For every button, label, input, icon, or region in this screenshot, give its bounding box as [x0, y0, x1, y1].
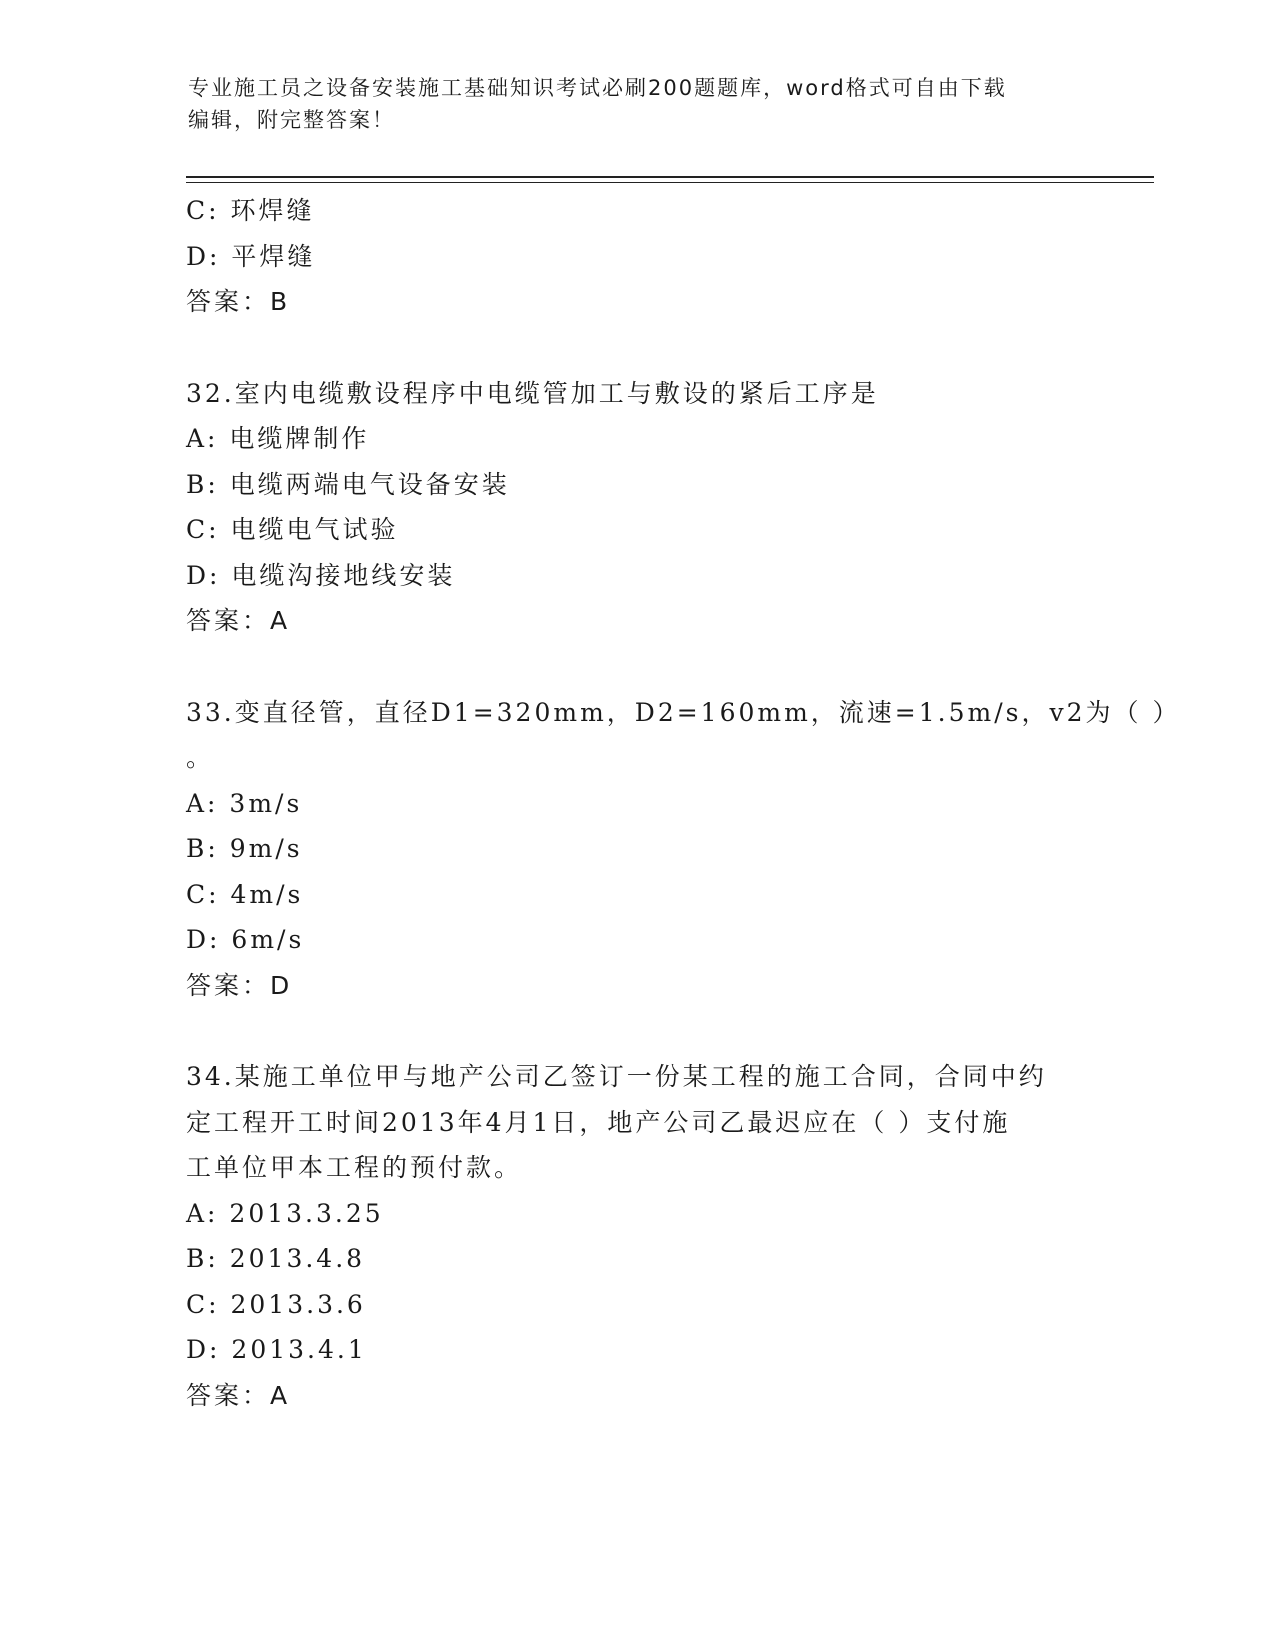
option-b: B: 2013.4.8: [186, 1244, 366, 1273]
option-c: C: 电缆电气试验: [186, 515, 399, 544]
option-a: A: 2013.3.25: [186, 1198, 384, 1228]
option-d: D: 电缆沟接地线安装: [186, 560, 456, 590]
continued-question: [186, 188, 1086, 325]
question-34: [186, 1054, 1086, 1418]
document-header: [188, 72, 1088, 136]
question-33: [186, 690, 1181, 1009]
answer-line: 答案：A: [186, 1380, 291, 1410]
question-32: [186, 371, 1086, 644]
option-a: A: 3m/s: [186, 788, 303, 818]
option-c: C: 2013.3.6: [186, 1289, 366, 1319]
option-d: D: 2013.4.1: [186, 1335, 367, 1364]
option-c: C: 4m/s: [186, 879, 304, 909]
header-divider-thick: [186, 176, 1154, 178]
option-b: B: 电缆两端电气设备安装: [186, 469, 510, 499]
question-text: 33.变直径管，直径D1=320mm，D2=160mm，流速=1.5m/s，v2为（ ）: [186, 697, 1181, 727]
question-content: [186, 188, 1181, 1418]
question-text-line-1: 34.某施工单位甲与地产公司乙签订一份某工程的施工合同，合同中约: [186, 1062, 1047, 1091]
question-text-line-3: 工单位甲本工程的预付款。: [186, 1153, 523, 1182]
header-title-line-1: 专业施工员之设备安装施工基础知识考试必刷200题题库，word格式可自由下载: [188, 76, 1007, 100]
answer-line: 答案：D: [186, 970, 293, 1000]
spacer: [186, 644, 1086, 690]
header-divider-thin: [186, 182, 1154, 183]
option-d: D: 平焊缝: [186, 241, 316, 271]
question-text: 32.室内电缆敷设程序中电缆管加工与敷设的紧后工序是: [186, 378, 879, 408]
spacer: [186, 1008, 1086, 1054]
question-text-continued: 。: [186, 743, 215, 772]
option-a: A: 电缆牌制作: [186, 424, 370, 453]
option-c: C: 环焊缝: [186, 196, 315, 225]
answer-line: 答案：B: [186, 287, 291, 316]
option-d: D: 6m/s: [186, 925, 305, 954]
header-title-line-2: 编辑，附完整答案！: [188, 108, 395, 132]
answer-line: 答案：A: [186, 606, 291, 635]
option-b: B: 9m/s: [186, 834, 303, 863]
question-text-line-2: 定工程开工时间2013年4月1日，地产公司乙最迟应在（ ）支付施: [186, 1107, 1011, 1137]
spacer: [186, 325, 1086, 371]
